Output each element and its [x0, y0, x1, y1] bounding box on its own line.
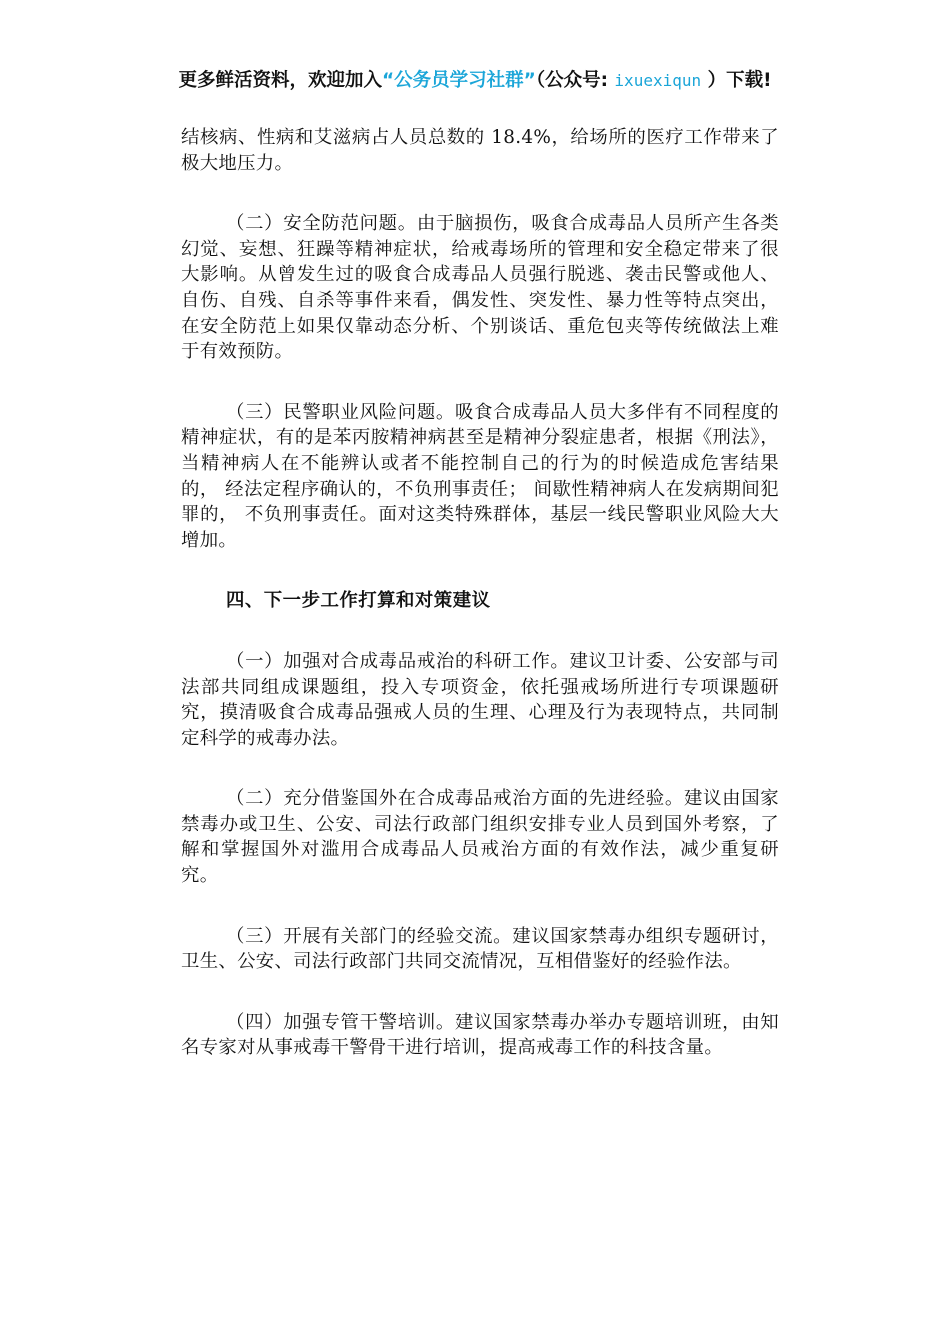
banner-account: ixuexiqun — [614, 71, 702, 90]
promo-banner — [0, 66, 950, 92]
document-body — [181, 125, 779, 1096]
suggestion-exchange: （三）开展有关部门的经验交流。建议国家禁毒办组织专题研讨，卫生、公安、司法行政部门共同交流情况，互相借鉴好的经验作法。 — [181, 925, 779, 973]
paragraph-continuation: 结核病、性病和艾滋病占人员总数的 18.4%，给场所的医疗工作带来了极大地压力。 — [181, 127, 779, 174]
banner-mid: （公众号: — [535, 70, 615, 91]
paragraph-police-risk: （三）民警职业风险问题。吸食合成毒品人员大多伴有不同程度的精神症状，有的是苯丙胺精神病甚至是精神分裂症患者，根据《刑法》， 当精神病人在不能辨认或者不能控制自己的行为的时候造成危害结果的， 经法定程序确认的，不负刑事责任； 间歇性精神病人在发病期间犯罪的， 不负刑事责任。面对这类特殊群体，基层一线民警职业风险大大增加。 — [181, 401, 779, 551]
suggestion-foreign-experience: （二）充分借鉴国外在合成毒品戒治方面的先进经验。建议由国家禁毒办或卫生、公安、司法行政部门组织安排专业人员到国外考察，了解和掌握国外对滥用合成毒品人员戒治方面的有效作法，减少重复研究。 — [181, 788, 779, 887]
suggestion-training: （四）加强专管干警培训。建议国家禁毒办举办专题培训班，由知名专家对从事戒毒干警骨干进行培训，提高戒毒工作的科技含量。 — [181, 1011, 779, 1059]
banner-suffix: ）下载! — [701, 70, 772, 91]
banner-prefix: 更多鲜活资料，欢迎加入 — [178, 70, 382, 91]
banner-group-name: “公务员学习社群” — [382, 70, 536, 91]
section-heading: 四、下一步工作打算和对策建议 — [226, 590, 491, 612]
suggestion-research: （一）加强对合成毒品戒治的科研工作。建议卫计委、公安部与司法部共同组成课题组，投入专项资金，依托强戒场所进行专项课题研究，摸清吸食合成毒品强戒人员的生理、心理及行为表现特点，共同制定科学的戒毒办法。 — [181, 650, 779, 749]
paragraph-safety-issue: （二）安全防范问题。由于脑损伤，吸食合成毒品人员所产生各类幻觉、妄想、狂躁等精神症状，给戒毒场所的管理和安全稳定带来了很大影响。从曾发生过的吸食合成毒品人员强行脱逃、袭击民警或他人、自伤、自残、自杀等事件来看，偶发性、突发性、暴力性等特点突出，在安全防范上如果仅靠动态分析、个别谈话、重危包夹等传统做法上难于有效预防。 — [181, 213, 779, 363]
